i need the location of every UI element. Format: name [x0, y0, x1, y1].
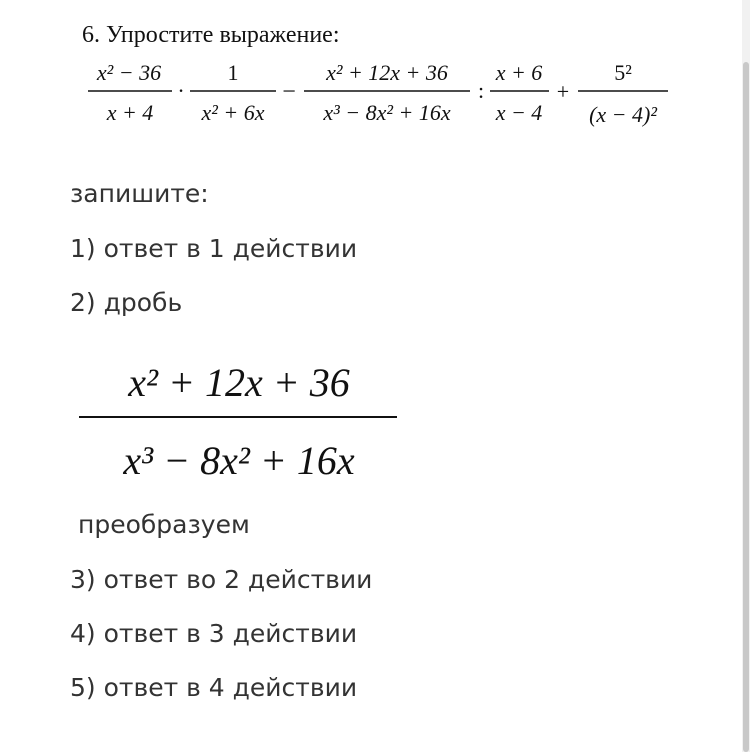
term1-denominator: x + 4: [106, 100, 154, 125]
transform-label: преобразуем: [78, 510, 250, 539]
term3-denominator: x³ − 8x² + 16x: [323, 100, 451, 125]
instruction-item-2: 2) дробь: [70, 288, 183, 317]
expression-term-3: [304, 60, 470, 125]
term2-numerator: 1: [227, 60, 239, 85]
instruction-item-1: 1) ответ в 1 действии: [70, 234, 358, 263]
instruction-item-3: 3) ответ во 2 действии: [70, 565, 373, 594]
term2-denominator: x² + 6x: [201, 100, 265, 125]
instruction-item-5: 5) ответ в 4 действии: [70, 673, 358, 702]
instruction-item-4: 4) ответ в 3 действии: [70, 619, 358, 648]
operator-multiply: ·: [177, 78, 185, 103]
operator-plus: +: [556, 79, 570, 104]
large-fraction-numerator: x² + 12x + 36: [128, 360, 350, 405]
problem-title: 6. Упростите выражение:: [82, 22, 340, 48]
expression-term-1: [88, 60, 172, 125]
operator-divide: :: [477, 78, 485, 103]
large-fraction-denominator: x³ − 8x² + 16x: [123, 438, 355, 483]
term1-numerator: x² − 36: [96, 60, 162, 85]
large-fraction: [79, 360, 397, 483]
term4-denominator: x − 4: [495, 100, 543, 125]
term4-numerator: x + 6: [495, 60, 543, 85]
operator-minus: −: [282, 79, 296, 105]
expression-term-2: [190, 60, 276, 125]
term3-numerator: x² + 12x + 36: [326, 60, 448, 85]
expression-term-5: [578, 60, 668, 127]
expression-term-4: [490, 60, 549, 125]
write-label: запишите:: [70, 179, 209, 208]
term5-denominator: (x − 4)²: [589, 102, 657, 127]
vertical-scrollbar-thumb[interactable]: [743, 62, 749, 752]
term5-numerator: 5²: [614, 60, 632, 85]
